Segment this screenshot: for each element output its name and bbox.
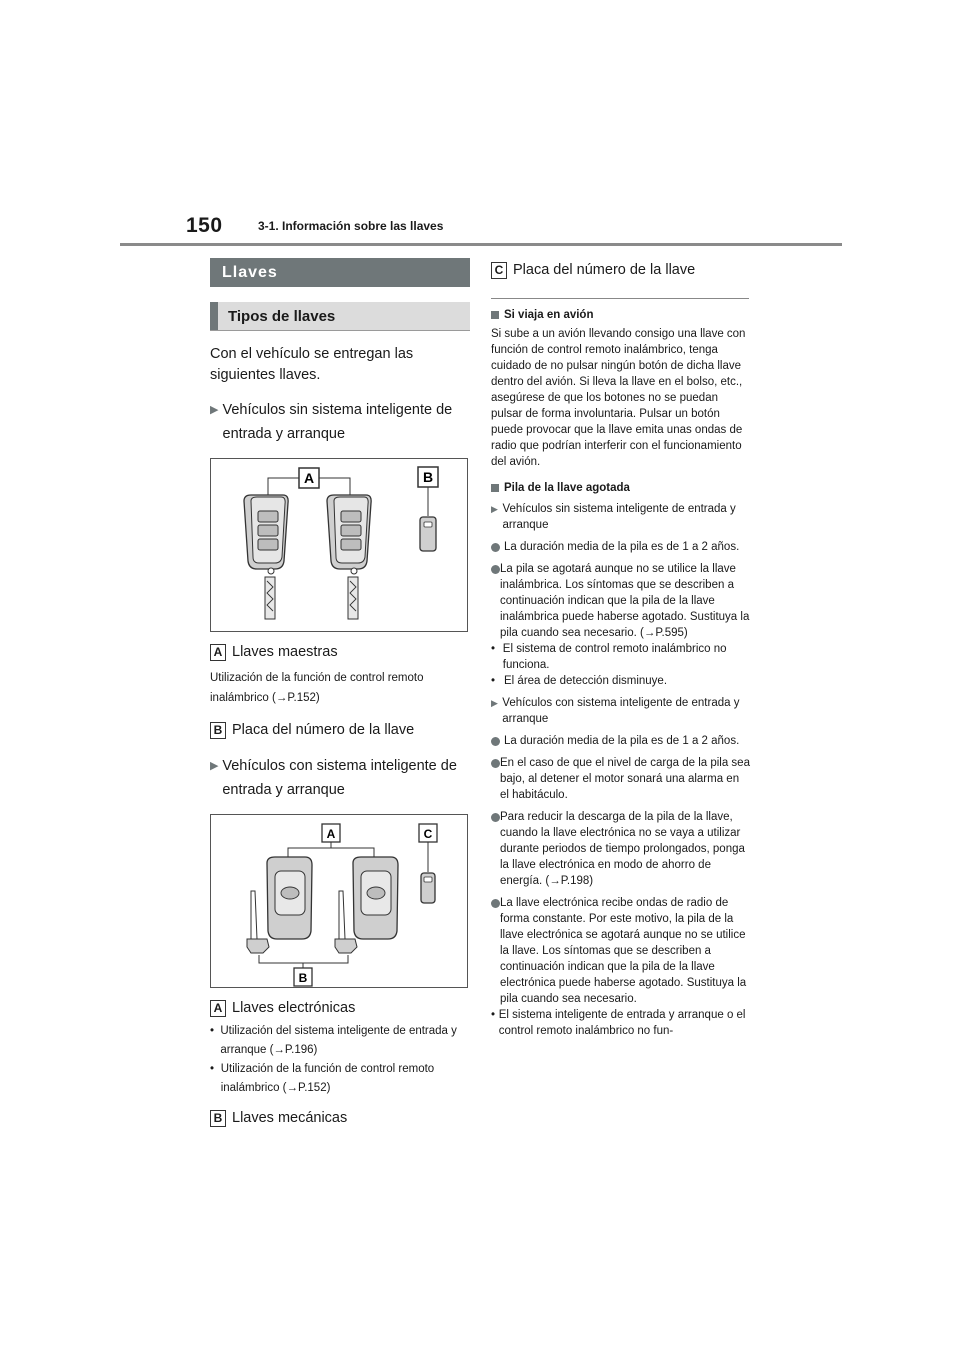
- battery-item-3: [491, 733, 751, 749]
- fig1-label-b: B: [422, 469, 434, 485]
- group1-title: Vehículos sin sistema inteligente de entrada y arranque: [222, 402, 453, 442]
- badge-c: C: [491, 262, 507, 279]
- battery-group2-text: Vehículos con sistema inteligente de entrada y arranque: [502, 697, 740, 725]
- key-number-plate-icon: [420, 517, 436, 551]
- note-electronic-2-text: Utilización de la función de control remoto inalámbrico (→P.152): [220, 1063, 435, 1094]
- circle-bullet-icon: [491, 561, 500, 577]
- fig2-label-c: C: [423, 827, 433, 841]
- fig2-label-b: B: [298, 971, 308, 985]
- battery-item-2: [491, 561, 751, 641]
- square-bullet-icon: [491, 311, 499, 319]
- smart-key-right-icon: [335, 857, 398, 953]
- symptom-1-text: El sistema de control remoto inalámbrico no funciona.: [502, 643, 727, 671]
- bullet-point: •: [491, 643, 496, 655]
- caption-plate-2: [491, 260, 751, 280]
- arrow-icon: ▶: [210, 760, 219, 772]
- header-rule: [120, 243, 842, 246]
- badge-b: B: [210, 1110, 226, 1127]
- heading-airplane: [491, 307, 751, 323]
- note-electronic-1: [210, 1022, 470, 1060]
- battery-item-4: [491, 755, 751, 803]
- heading-battery-text: Pila de la llave agotada: [504, 482, 630, 494]
- master-key-right-icon: [327, 495, 371, 619]
- group1-heading: [210, 398, 470, 446]
- arrow-icon: ▶: [210, 404, 219, 416]
- battery-item-6: [491, 895, 751, 1007]
- battery-item-3-text: La duración media de la pila es de 1 a 2 años.: [504, 735, 740, 747]
- battery-item-1: [491, 539, 751, 555]
- figure-keys-smart: [210, 814, 468, 988]
- symptom-2: [491, 673, 751, 689]
- intro-text: Con el vehículo se entregan las siguientes llaves.: [210, 346, 414, 383]
- bullet-point: •: [210, 1025, 215, 1037]
- bullet-point: •: [210, 1063, 215, 1075]
- circle-bullet-icon: [491, 809, 500, 825]
- left-column: [210, 258, 470, 1128]
- chapter-title: 3-1. Información sobre las llaves: [258, 219, 444, 233]
- note-master-keys: Utilización de la función de control remoto inalámbrico (→P.152): [210, 672, 424, 704]
- section-title: Llaves: [210, 258, 470, 287]
- keys-standard-illustration: [211, 459, 467, 631]
- circle-bullet-icon: [491, 733, 504, 749]
- arrow-icon: ▶: [491, 698, 498, 708]
- symptom-3-text: El sistema inteligente de entrada y arranque o el control remoto inalámbrico no fun-: [498, 1009, 746, 1037]
- badge-a: A: [210, 1000, 226, 1017]
- battery-group1-text: Vehículos sin sistema inteligente de entrada y arranque: [502, 503, 736, 531]
- caption-mechanical-keys: [210, 1108, 470, 1128]
- para-airplane: Si sube a un avión llevando consigo una llave con función de control remoto inalámbrico, tenga cuidado de no pulsar ningún botón de dicha llave dentro del avión. Si lleva la llave en el bolso, etc., asegúrese de que los botones no se puedan pulsar de forma involuntaria. Pulsar un botón puede provocar que la llave emita unas ondas de radio que podrían interferir con el funcionamiento del avión.: [491, 328, 746, 468]
- caption-master-keys-text: Llaves maestras: [232, 644, 338, 660]
- battery-item-5-text: Para reducir la descarga de la pila de la llave, cuando la llave electrónica no se vaya a utilizar durante periodos de tiempo prolongados, ponga la llave electrónica en modo de ahorro de energía. (→P.198): [500, 811, 745, 887]
- heading-airplane-text: Si viaja en avión: [504, 309, 594, 321]
- fig1-label-a: A: [303, 470, 315, 486]
- figure-keys-standard: [210, 458, 468, 632]
- subsection-title-bar: [210, 302, 470, 331]
- battery-item-2-text: La pila se agotará aunque no se utilice la llave inalámbrica. Los síntomas que se describen a continuación indican que la pila de la llave inalámbrica puede haberse agotado. Sustituya la pila cuando sea necesario. (→P.595): [500, 563, 750, 639]
- caption-electronic-keys: [210, 998, 470, 1018]
- caption-electronic-keys-text: Llaves electrónicas: [232, 1000, 356, 1016]
- circle-bullet-icon: [491, 895, 500, 911]
- symptom-2-text: El área de detección disminuye.: [504, 675, 668, 687]
- badge-b: B: [210, 722, 226, 739]
- circle-bullet-icon: [491, 539, 504, 555]
- bullet-point: •: [491, 1009, 496, 1021]
- subsection-accent: [210, 302, 218, 330]
- battery-item-1-text: La duración media de la pila es de 1 a 2 años.: [504, 541, 740, 553]
- battery-group1: [491, 501, 751, 533]
- bullet-point: •: [491, 675, 496, 687]
- battery-item-4-text: En el caso de que el nivel de carga de la pila sea bajo, al detener el motor sonará una alarma en el habitáculo.: [500, 757, 750, 801]
- note-electronic-2: [210, 1060, 470, 1098]
- battery-group2: [491, 695, 751, 727]
- page-number: 150: [186, 214, 223, 237]
- caption-plate-2-text: Placa del número de la llave: [513, 262, 696, 278]
- right-divider: [491, 298, 749, 299]
- square-bullet-icon: [491, 484, 499, 492]
- key-number-plate-icon: [421, 873, 435, 903]
- note-electronic-1-text: Utilización del sistema inteligente de entrada y arranque (→P.196): [220, 1025, 457, 1056]
- battery-item-6-text: La llave electrónica recibe ondas de radio de forma constante. Por este motivo, la pila de la llave electrónica se agotará aunque no se utilice la llave. Los síntomas que se describen a continuación indican que la pila de la llave electrónica puede haberse agotado. Sustituya la pila cuando sea necesario.: [500, 897, 747, 1005]
- group2-title: Vehículos con sistema inteligente de entrada y arranque: [222, 758, 457, 798]
- symptom-1: [491, 641, 751, 673]
- caption-plate-1: [210, 720, 470, 740]
- group2-heading: [210, 754, 470, 802]
- caption-master-keys: [210, 642, 470, 662]
- master-key-left-icon: [244, 495, 288, 619]
- subsection-title: Tipos de llaves: [228, 308, 336, 325]
- badge-a: A: [210, 644, 226, 661]
- right-column: [491, 258, 751, 1039]
- circle-bullet-icon: [491, 755, 500, 771]
- caption-mechanical-keys-text: Llaves mecánicas: [232, 1110, 348, 1126]
- battery-item-5: [491, 809, 751, 889]
- fig2-label-a: A: [326, 827, 336, 841]
- symptom-3: [491, 1007, 751, 1039]
- smart-key-left-icon: [247, 857, 312, 953]
- caption-plate-1-text: Placa del número de la llave: [232, 722, 415, 738]
- heading-battery: [491, 480, 751, 496]
- keys-smart-illustration: [211, 815, 467, 987]
- arrow-icon: ▶: [491, 504, 498, 514]
